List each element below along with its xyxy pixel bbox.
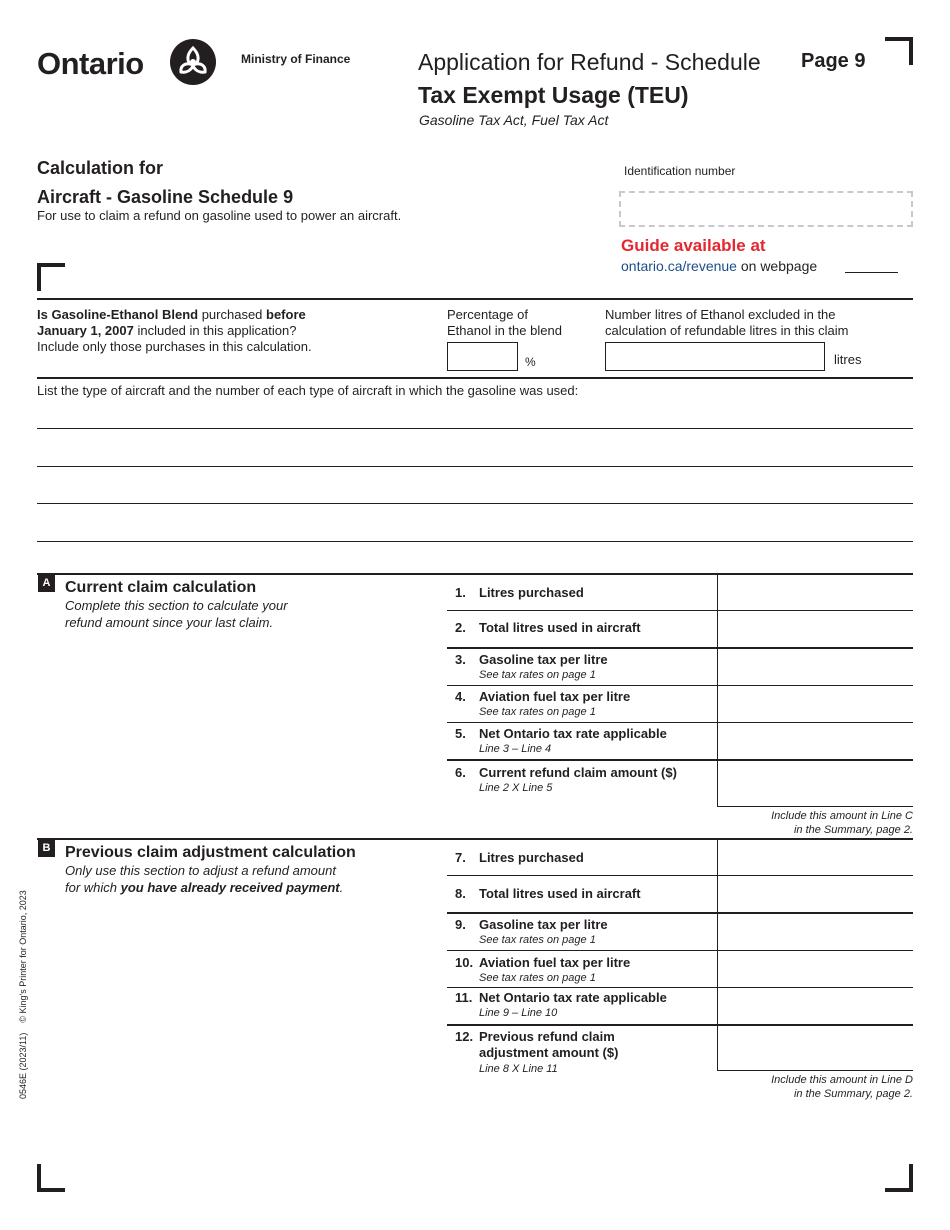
section-a-description: Complete this section to calculate your refund amount since your last claim. <box>65 598 288 630</box>
section-b-letter: B <box>38 840 55 857</box>
form-acts: Gasoline Tax Act, Fuel Tax Act <box>419 112 609 128</box>
row-divider <box>717 806 913 807</box>
section-b-title: Previous claim adjustment calculation <box>65 844 356 861</box>
ontario-logo-text: Ontario <box>37 46 144 81</box>
form-title: Application for Refund - Schedule <box>418 49 761 75</box>
line-3-input[interactable] <box>718 649 913 685</box>
line-7-input[interactable] <box>718 840 913 875</box>
corner-mark-mid-left <box>37 263 65 291</box>
section-a-title: Current claim calculation <box>65 579 257 596</box>
corner-mark-bottom-right <box>885 1164 913 1192</box>
section-a-note: Include this amount in Line C in the Summary, page 2. <box>771 810 913 836</box>
divider <box>37 377 913 379</box>
calc-row-8: 8. Total litres used in aircraft <box>455 886 641 901</box>
section-a-letter: A <box>38 575 55 592</box>
calc-row-11: 11. Net Ontario tax rate applicable Line 9 – Line 10 <box>455 990 667 1019</box>
section-b-note: Include this amount in Line D in the Summary, page 2. <box>771 1074 913 1100</box>
page-number: Page 9 <box>801 50 866 72</box>
calc-row-5: 5. Net Ontario tax rate applicable Line 3 – Line 4 <box>455 726 667 755</box>
section-b-description: Only use this section to adjust a refund amount for which you have already received payment. <box>65 863 344 895</box>
schedule-description: For use to claim a refund on gasoline used to power an aircraft. <box>37 208 402 223</box>
calc-for-heading: Calculation for <box>37 158 164 178</box>
ethanol-litres-input[interactable] <box>605 342 825 371</box>
ethanol-litres-label: Number litres of Ethanol excluded in the calculation of refundable litres in this claim <box>605 307 849 338</box>
aircraft-list-instruction: List the type of aircraft and the number of each type of aircraft in which the gasoline was used: <box>37 383 579 398</box>
calc-row-4: 4. Aviation fuel tax per litre See tax rates on page 1 <box>455 689 631 718</box>
guide-underline <box>845 272 898 273</box>
aircraft-list-line[interactable] <box>37 428 913 429</box>
aircraft-list-line[interactable] <box>37 466 913 467</box>
corner-mark-top-right <box>885 37 913 65</box>
line-10-input[interactable] <box>718 951 913 987</box>
ethanol-question: Is Gasoline-Ethanol Blend purchased before January 1, 2007 included in this application? Include only those purchases in this calculation. <box>37 307 312 354</box>
calc-row-12: 12. Previous refund claim adjustment amount ($) Line 8 X Line 11 <box>455 1029 619 1075</box>
form-footer: 0546E (2023/11) © King's Printer for Ontario, 2023 <box>18 890 28 1099</box>
calc-row-1: 1. Litres purchased <box>455 585 584 600</box>
form-subtitle: Tax Exempt Usage (TEU) <box>418 82 689 108</box>
calc-row-7: 7. Litres purchased <box>455 850 584 865</box>
row-divider <box>717 1070 913 1071</box>
id-number-label: Identification number <box>624 164 736 178</box>
ethanol-pct-label: Percentage of Ethanol in the blend <box>447 307 562 338</box>
line-9-input[interactable] <box>718 914 913 950</box>
calc-row-10: 10. Aviation fuel tax per litre See tax rates on page 1 <box>455 955 631 984</box>
line-12-input[interactable] <box>718 1026 913 1070</box>
ministry-name: Ministry of Finance <box>241 52 351 66</box>
line-6-input[interactable] <box>718 761 913 806</box>
litres-unit: litres <box>834 352 862 367</box>
id-number-input[interactable] <box>619 191 913 227</box>
divider <box>37 298 913 300</box>
line-1-input[interactable] <box>718 575 913 611</box>
guide-suffix: on webpage <box>740 258 818 274</box>
calc-row-9: 9. Gasoline tax per litre See tax rates on page 1 <box>455 917 608 946</box>
guide-label: Guide available at <box>621 236 766 255</box>
line-4-input[interactable] <box>718 686 913 722</box>
aircraft-list-line[interactable] <box>37 503 913 504</box>
line-8-input[interactable] <box>718 876 913 912</box>
schedule-title: Aircraft - Gasoline Schedule 9 <box>37 187 294 207</box>
line-11-input[interactable] <box>718 988 913 1024</box>
ethanol-pct-input[interactable] <box>447 342 518 371</box>
aircraft-list-line[interactable] <box>37 541 913 542</box>
calc-row-2: 2. Total litres used in aircraft <box>455 620 641 635</box>
calc-row-3: 3. Gasoline tax per litre See tax rates on page 1 <box>455 652 608 681</box>
line-5-input[interactable] <box>718 723 913 759</box>
line-2-input[interactable] <box>718 611 913 647</box>
pct-unit: % <box>525 355 536 369</box>
trillium-logo-icon <box>170 39 216 85</box>
guide-link[interactable]: ontario.ca/revenue <box>621 258 737 274</box>
corner-mark-bottom-left <box>37 1164 65 1192</box>
calc-row-6: 6. Current refund claim amount ($) Line 2 X Line 5 <box>455 765 677 794</box>
